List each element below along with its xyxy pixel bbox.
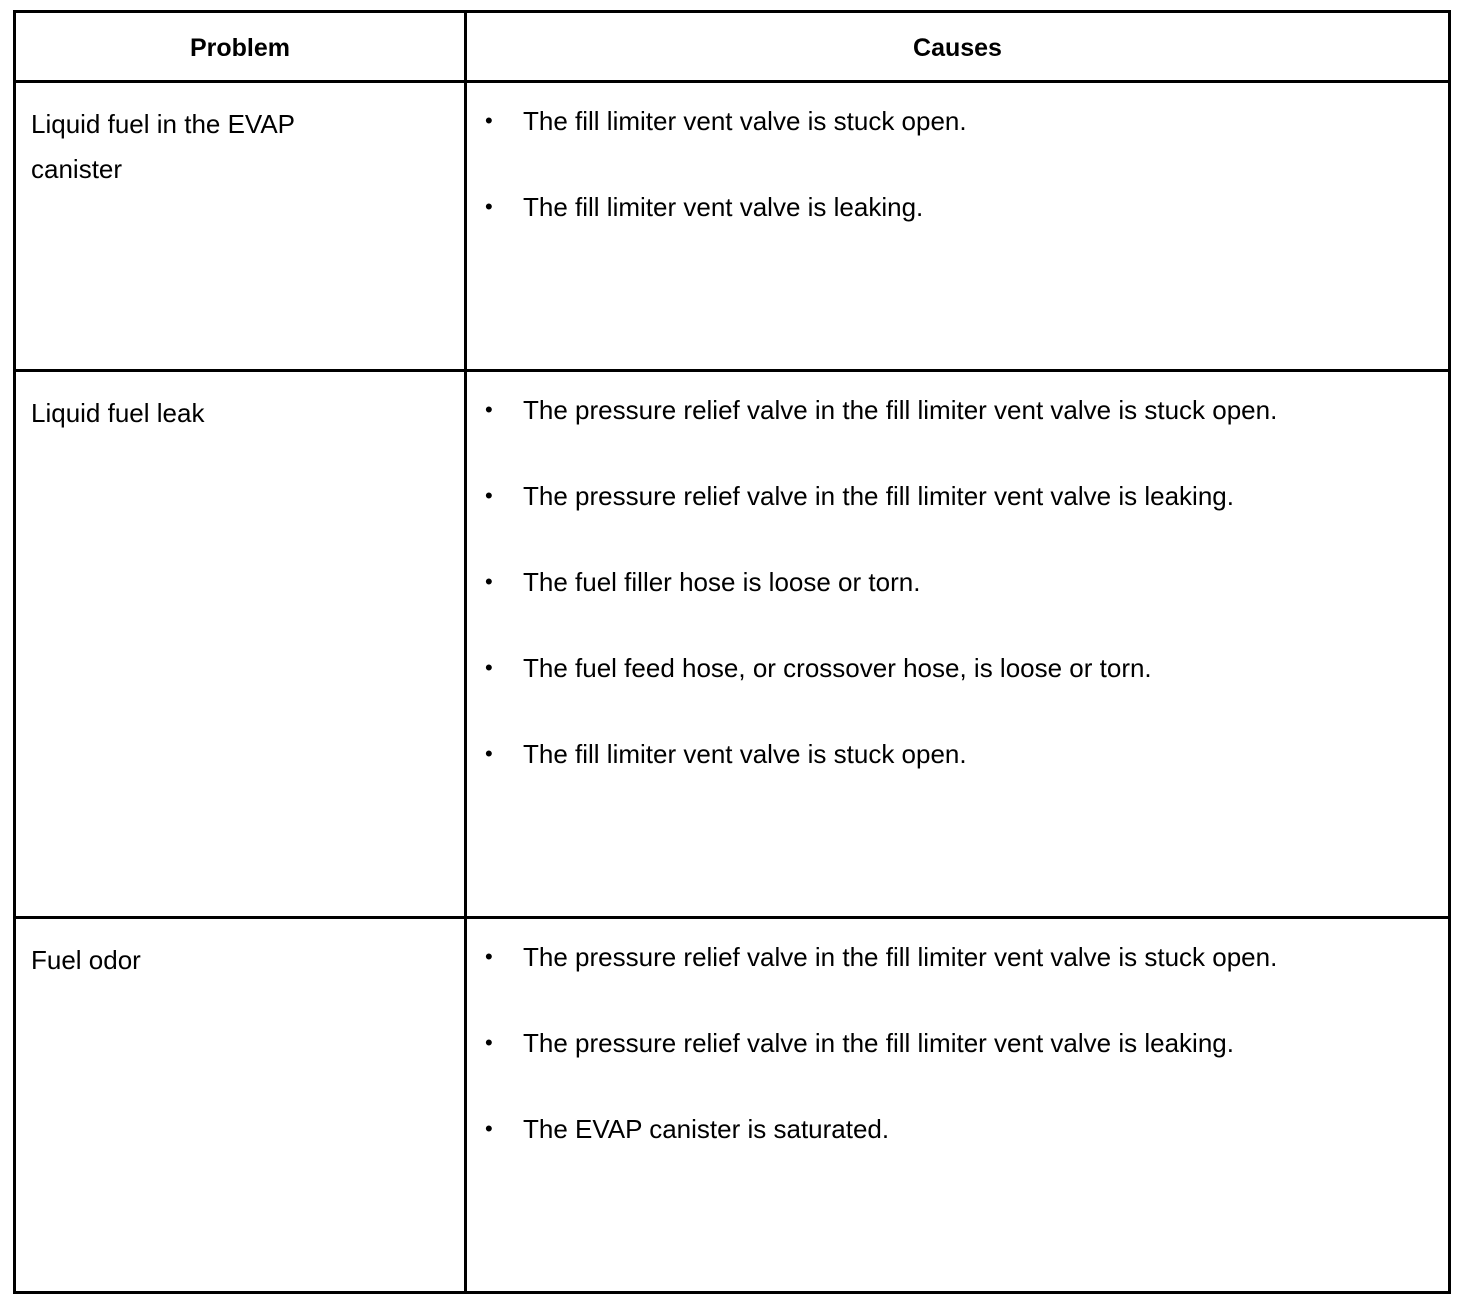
cause-text: The pressure relief valve in the fill limiter vent valve is stuck open. bbox=[523, 942, 1278, 972]
list-item bbox=[467, 938, 1448, 1024]
bullet-icon: • bbox=[485, 194, 493, 219]
bullet-icon: • bbox=[485, 483, 493, 508]
cause-text: The fill limiter vent valve is stuck open. bbox=[523, 739, 967, 769]
list-item bbox=[467, 649, 1448, 735]
problem-text: Fuel odor bbox=[31, 945, 141, 975]
problem-cell bbox=[16, 919, 464, 1291]
list-item bbox=[467, 563, 1448, 649]
problem-cell bbox=[16, 83, 464, 369]
header-problem-label: Problem bbox=[189, 34, 291, 62]
cause-text: The fuel feed hose, or crossover hose, is loose or torn. bbox=[523, 653, 1152, 683]
table-row bbox=[16, 919, 1448, 1291]
list-item bbox=[467, 1110, 1448, 1196]
causes-list bbox=[467, 938, 1448, 1196]
cause-text: The pressure relief valve in the fill limiter vent valve is leaking. bbox=[523, 481, 1234, 511]
bullet-icon: • bbox=[485, 1030, 493, 1055]
cause-text: The pressure relief valve in the fill limiter vent valve is leaking. bbox=[523, 1028, 1234, 1058]
cause-text: The pressure relief valve in the fill limiter vent valve is stuck open. bbox=[523, 395, 1278, 425]
diagnosis-table bbox=[13, 10, 1451, 1294]
table-row bbox=[16, 83, 1448, 372]
bullet-icon: • bbox=[485, 569, 493, 594]
bullet-icon: • bbox=[485, 108, 493, 133]
cause-text: The fill limiter vent valve is leaking. bbox=[523, 192, 924, 222]
problem-text: Liquid fuel leak bbox=[31, 398, 205, 428]
header-cell-problem bbox=[16, 13, 464, 80]
causes-list bbox=[467, 391, 1448, 821]
causes-list bbox=[467, 102, 1448, 274]
table-header-row bbox=[16, 13, 1448, 83]
causes-cell bbox=[467, 372, 1448, 916]
cause-text: The fill limiter vent valve is stuck open. bbox=[523, 106, 967, 136]
table-row bbox=[16, 372, 1448, 919]
causes-cell bbox=[467, 919, 1448, 1291]
causes-cell bbox=[467, 83, 1448, 369]
list-item bbox=[467, 477, 1448, 563]
list-item bbox=[467, 188, 1448, 274]
bullet-icon: • bbox=[485, 944, 493, 969]
bullet-icon: • bbox=[485, 655, 493, 680]
list-item bbox=[467, 391, 1448, 477]
list-item bbox=[467, 1024, 1448, 1110]
header-causes-label: Causes bbox=[913, 34, 1002, 62]
cause-text: The EVAP canister is saturated. bbox=[523, 1114, 890, 1144]
problem-cell bbox=[16, 372, 464, 916]
problem-text: Liquid fuel in the EVAP canister bbox=[31, 109, 295, 184]
list-item bbox=[467, 102, 1448, 188]
bullet-icon: • bbox=[485, 741, 493, 766]
header-cell-causes bbox=[467, 13, 1448, 80]
bullet-icon: • bbox=[485, 397, 493, 422]
list-item bbox=[467, 735, 1448, 821]
bullet-icon: • bbox=[485, 1116, 493, 1141]
cause-text: The fuel filler hose is loose or torn. bbox=[523, 567, 921, 597]
